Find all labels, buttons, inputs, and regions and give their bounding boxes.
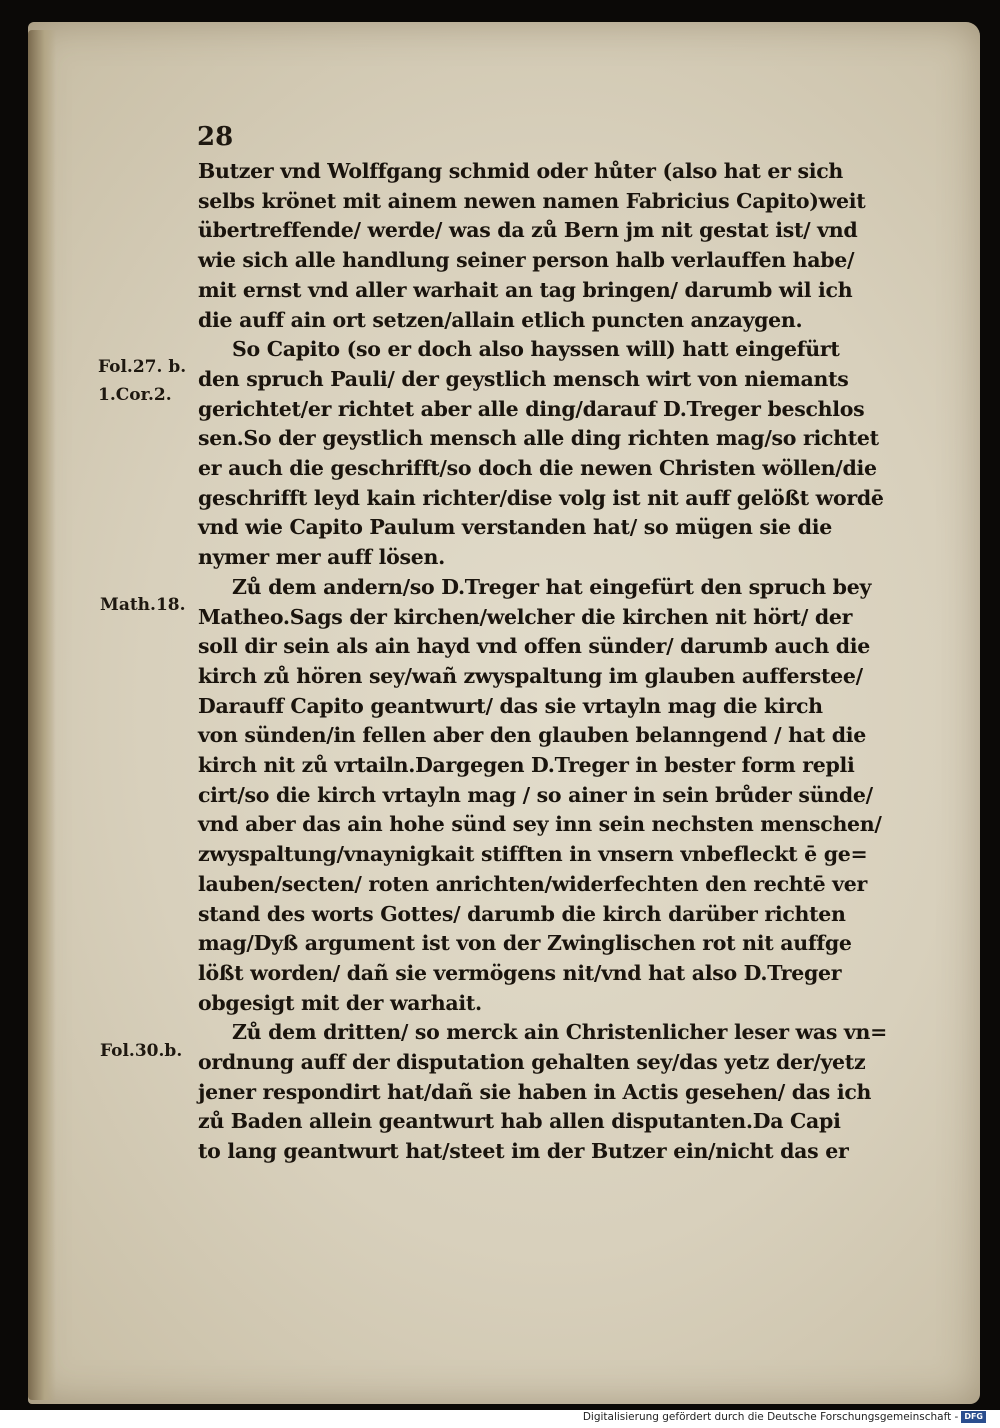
text-line: jener respondirt hat/dañ sie haben in Actis gesehen/ das ich <box>198 1079 872 1104</box>
digitization-credit <box>583 1411 986 1423</box>
text-line: wie sich alle handlung seiner person halb verlauffen habe/ <box>198 248 855 273</box>
text-line: geschrifft leyd kain richter/dise volg ist nit auff gelößt wordē <box>198 485 884 510</box>
text-line: Darauff Capito geantwurt/ das sie vrtayln mag die kirch <box>198 693 823 718</box>
text-line: mag/Dyß argument ist von der Zwinglischen rot nit auffge <box>198 931 852 956</box>
text-line: So Capito (so er doch also hayssen will) hatt eingefürt <box>232 337 840 362</box>
text-line: sen.So der geystlich mensch alle ding richten mag/so richtet <box>198 426 879 451</box>
text-line: lößt worden/ dañ sie vermögens nit/vnd hat also D.Treger <box>198 960 842 985</box>
text-line: kirch nit zů vrtailn.Dargegen D.Treger in bester form repli <box>198 753 855 777</box>
text-line: selbs krönet mit ainem newen namen Fabricius Capito)weit <box>198 188 866 213</box>
text-line: Matheo.Sags der kirchen/welcher die kirchen nit hört/ der <box>198 604 853 629</box>
page-number: 28 <box>197 122 234 152</box>
text-line: von sünden/in fellen aber den glauben belanngend / hat die <box>198 723 867 748</box>
text-line: kirch zů hören sey/wañ zwyspaltung im glauben aufferstee/ <box>198 663 863 688</box>
margin-note-fol27b: Fol.27. b. <box>98 357 187 377</box>
text-line: obgesigt mit der warhait. <box>198 990 482 1015</box>
text-line: Zů dem dritten/ so merck ain Christenlicher leser was vn= <box>232 1020 888 1045</box>
text-line: soll dir sein als ain hayd vnd offen sünder/ darumb auch die <box>198 634 871 659</box>
margin-note-1cor2: 1.Cor.2. <box>98 385 172 405</box>
page-gutter <box>28 30 56 1400</box>
dfg-logo: DFG <box>961 1411 986 1423</box>
text-line: ordnung auff der disputation gehalten sey/das yetz der/yetz <box>198 1050 866 1074</box>
text-line: Butzer vnd Wolffgang schmid oder hůter (also hat er sich <box>198 159 843 183</box>
text-line: übertreffende/ werde/ was da zů Bern jm nit gestat ist/ vnd <box>198 218 858 243</box>
text-line: den spruch Pauli/ der geystlich mensch wirt von niemants <box>198 366 849 391</box>
text-line: zů Baden allein geantwurt hab allen disputanten.Da Capi <box>198 1109 841 1134</box>
text-line: mit ernst vnd aller warhait an tag bringen/ darumb wil ich <box>198 277 853 302</box>
text-line: to lang geantwurt hat/steet im der Butzer ein/nicht das er <box>198 1139 849 1164</box>
text-line: gerichtet/er richtet aber alle ding/darauf D.Treger beschlos <box>198 396 865 421</box>
text-line: nymer mer auff lösen. <box>198 545 445 570</box>
credit-text: Digitalisierung gefördert durch die Deutsche Forschungsgemeinschaft - <box>582 1411 959 1423</box>
text-line: vnd wie Capito Paulum verstanden hat/ so mügen sie die <box>198 515 832 540</box>
text-line: Zů dem andern/so D.Treger hat eingefürt den spruch bey <box>232 574 872 599</box>
text-line: cirt/so die kirch vrtayln mag / so ainer in sein brůder sünde/ <box>198 782 873 807</box>
text-line: zwyspaltung/vnaynigkait stifften in vnsern vnbefleckt ē ge= <box>198 842 868 867</box>
text-line: stand des worts Gottes/ darumb die kirch darüber richten <box>198 901 846 926</box>
text-line: die auff ain ort setzen/allain etlich puncten anzaygen. <box>198 307 803 332</box>
margin-note-fol30b: Fol.30.b. <box>100 1041 183 1061</box>
text-line: lauben/secten/ roten anrichten/widerfechten den rechtē ver <box>198 871 868 896</box>
margin-note-math18: Math.18. <box>100 595 186 615</box>
text-line: er auch die geschrifft/so doch die newen Christen wöllen/die <box>198 456 877 480</box>
text-line: vnd aber das ain hohe sünd sey inn sein nechsten menschen/ <box>198 812 882 837</box>
